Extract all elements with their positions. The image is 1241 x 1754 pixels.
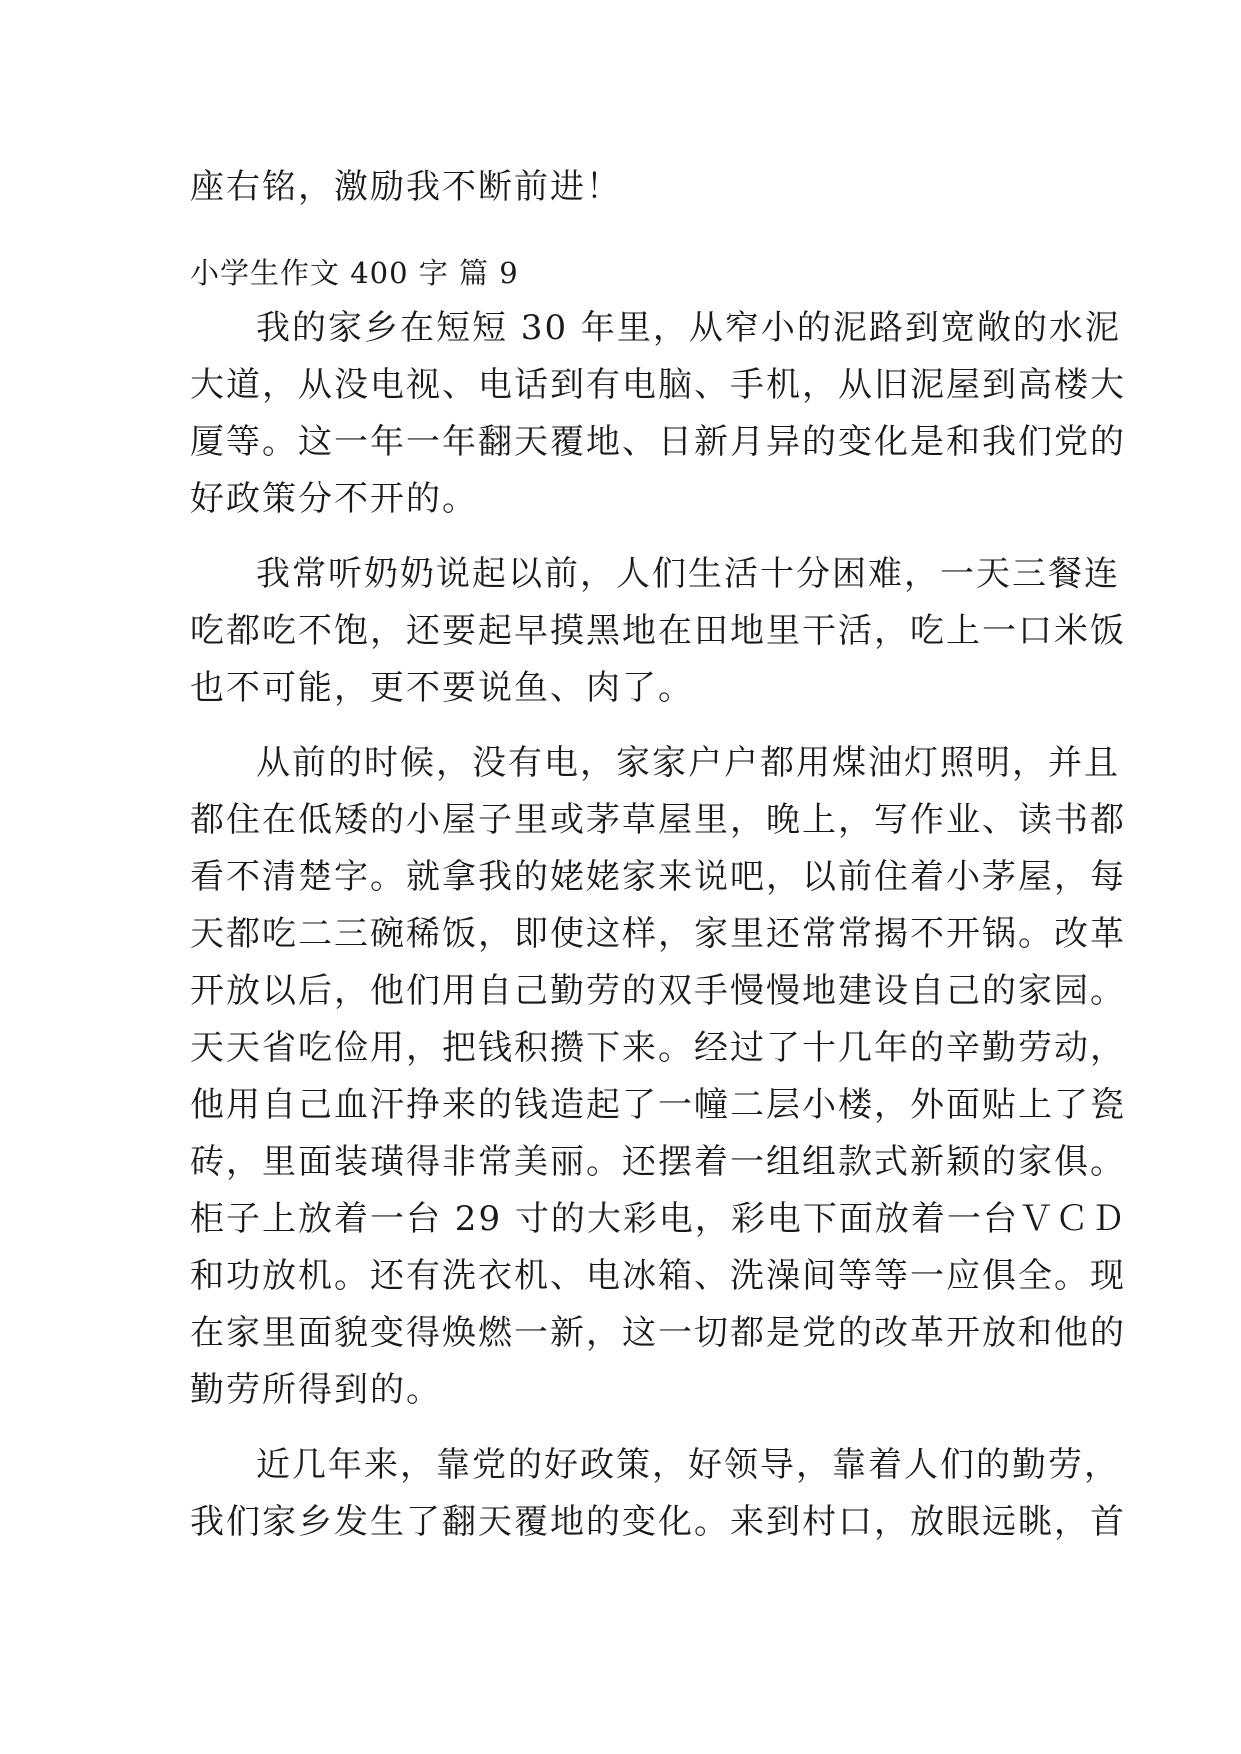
top-fragment: [190, 159, 1070, 216]
section-title: 小学生作文 400 字 篇 9: [190, 256, 519, 290]
top-line: 座右铭，激励我不断前进！: [190, 167, 622, 207]
paragraph-line: 开放以后，他们用自己勤劳的双手慢慢地建设自己的家园。: [190, 971, 1126, 1011]
paragraph-line: 好政策分不开的。: [190, 479, 478, 519]
section-heading: [190, 245, 1070, 302]
essay-body: [190, 300, 1127, 1569]
paragraph-line: 砖，里面装璜得非常美丽。还摆着一组组款式新颖的家俱。: [190, 1142, 1126, 1182]
paragraph-line: 看不清楚字。就拿我的姥姥家来说吧，以前住着小茅屋，每: [190, 857, 1126, 897]
paragraph-line: 也不可能，更不要说鱼、肉了。: [190, 668, 694, 708]
paragraph-line: 大道，从没电视、电话到有电脑、手机，从旧泥屋到高楼大: [190, 365, 1126, 405]
paragraph-line: 我们家乡发生了翻天覆地的变化。来到村口，放眼远眺，首: [190, 1502, 1126, 1542]
paragraph-3: [190, 735, 1127, 1419]
paragraph-line: 从前的时候，没有电，家家户户都用煤油灯照明，并且: [256, 743, 1120, 783]
paragraph-4: [190, 1437, 1126, 1551]
paragraph-line: 和功放机。还有洗衣机、电冰箱、洗澡间等等一应俱全。现: [190, 1256, 1126, 1296]
paragraph-line: 在家里面貌变得焕燃一新，这一切都是党的改革开放和他的: [190, 1313, 1126, 1353]
paragraph-line: 柜子上放着一台 29 寸的大彩电，彩电下面放着一台ＶＣＤ: [190, 1199, 1127, 1239]
paragraph-line: 他用自己血汗挣来的钱造起了一幢二层小楼，外面贴上了瓷: [190, 1085, 1126, 1125]
paragraph-line: 近几年来，靠党的好政策，好领导，靠着人们的勤劳，: [256, 1445, 1120, 1485]
paragraph-line: 吃都吃不饱，还要起早摸黑地在田地里干活，吃上一口米饭: [190, 611, 1126, 651]
paragraph-line: 厦等。这一年一年翻天覆地、日新月异的变化是和我们党的: [190, 422, 1126, 462]
paragraph-line: 我的家乡在短短 30 年里，从窄小的泥路到宽敞的水泥: [256, 308, 1121, 348]
paragraph-line: 勤劳所得到的。: [190, 1370, 442, 1410]
paragraph-line: 天都吃二三碗稀饭，即使这样，家里还常常揭不开锅。改革: [190, 914, 1126, 954]
paragraph-1: [190, 300, 1126, 528]
paragraph-line: 都住在低矮的小屋子里或茅草屋里，晚上，写作业、读书都: [190, 800, 1126, 840]
paragraph-line: 天天省吃俭用，把钱积攒下来。经过了十几年的辛勤劳动，: [190, 1028, 1126, 1068]
paragraph-2: [190, 546, 1126, 717]
paragraph-line: 我常听奶奶说起以前，人们生活十分困难，一天三餐连: [256, 554, 1120, 594]
